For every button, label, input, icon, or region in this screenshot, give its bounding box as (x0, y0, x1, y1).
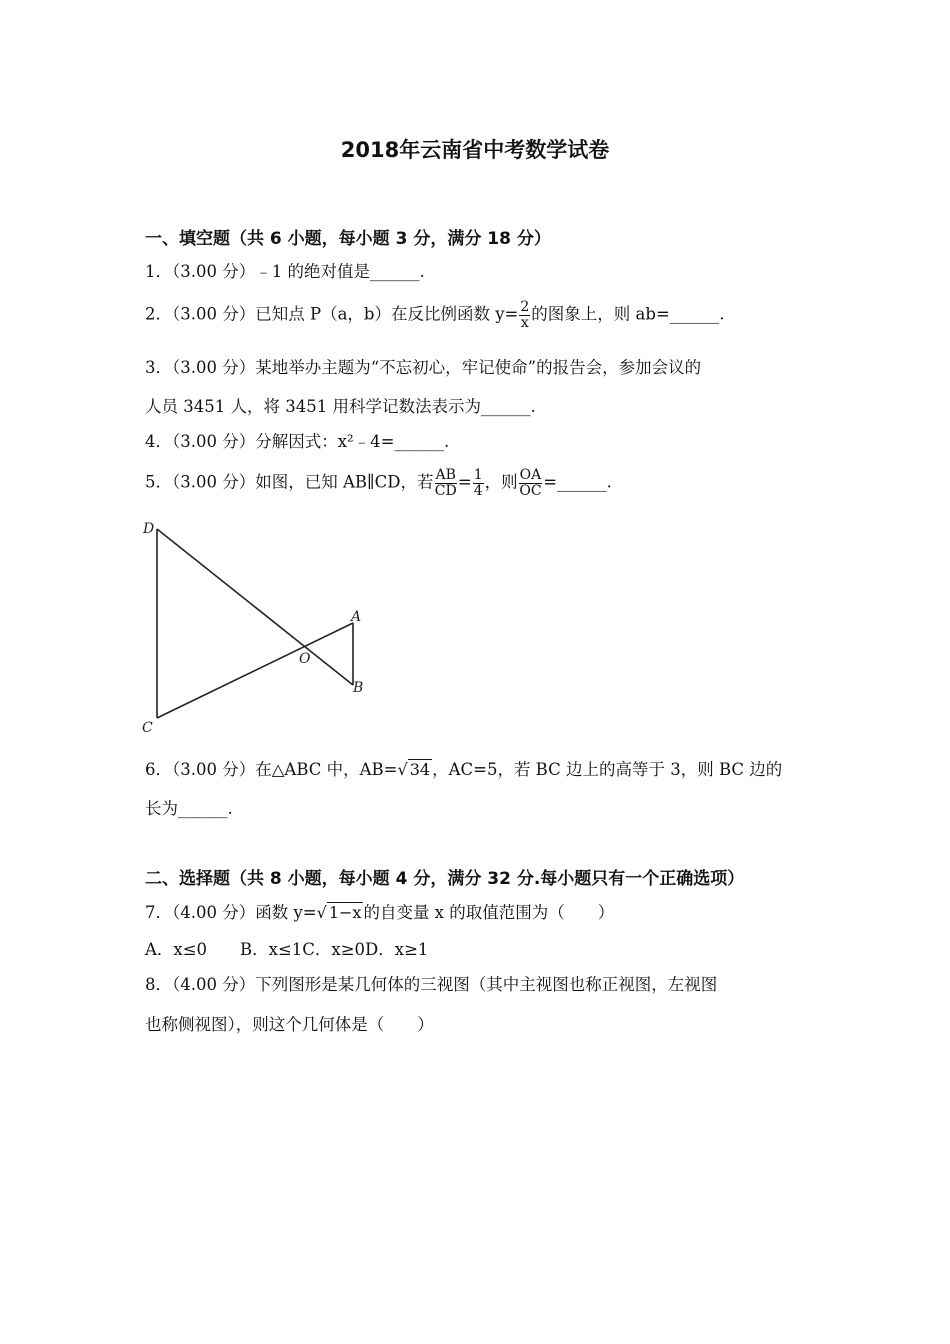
question-7-prefix: 7．（4.00 分）函数 y= (145, 903, 317, 922)
section-1-heading: 一、填空题（共 6 小题，每小题 3 分，满分 18 分） (145, 229, 551, 249)
fraction-1-4 (473, 468, 484, 498)
question-2 (145, 300, 725, 330)
question-3-line-2: 人员 3451 人，将 3451 用科学记数法表示为______. (145, 397, 536, 416)
geometry-figure (138, 515, 378, 740)
question-8-line-2: 也称侧视图），则这个几何体是（ ） (145, 1015, 434, 1034)
fraction-denominator: x (520, 314, 529, 331)
question-2-prefix: 2．（3.00 分）已知点 P（a，b）在反比例函数 y= (145, 304, 519, 324)
question-8-line-1: 8．（4.00 分）下列图形是某几何体的三视图（其中主视图也称正视图，左视图 (145, 975, 718, 994)
question-5-middle: ，则 (484, 472, 518, 492)
fraction-numerator: 1 (473, 467, 483, 483)
segment-ca (157, 623, 353, 718)
question-2-suffix: 的图象上，则 ab=______. (531, 304, 725, 324)
question-7-suffix: 的自变量 x 的取值范围为（ ） (363, 903, 615, 922)
fraction-denominator: OC (519, 482, 542, 499)
question-5 (145, 468, 612, 498)
fraction-numerator: OA (519, 467, 542, 483)
radicand: 1−x (328, 903, 362, 922)
fraction-ab-cd (435, 468, 457, 498)
label-o: O (299, 651, 311, 667)
question-4: 4．（3.00 分）分解因式：x²﹣4=______. (145, 432, 450, 451)
sqrt-1-minus-x: √ 1−x (316, 903, 362, 922)
label-a: A (351, 609, 362, 625)
fraction-denominator: CD (434, 482, 457, 499)
label-d: D (143, 521, 155, 537)
question-1: 1．（3.00 分）﹣1 的绝对值是______. (145, 262, 425, 281)
question-7-options: A．x≤0 B．x≤1C．x≥0D．x≥1 (145, 940, 429, 959)
question-5-prefix: 5．（3.00 分）如图，已知 AB∥CD，若 (145, 472, 434, 492)
page-title: 2018年云南省中考数学试卷 (340, 138, 610, 162)
segment-db (157, 529, 353, 685)
label-c: C (142, 720, 153, 736)
question-6 (145, 756, 782, 780)
question-6-line-2: 长为______. (145, 799, 233, 818)
fraction-denominator: 4 (473, 482, 483, 499)
fraction-numerator: 2 (520, 299, 530, 315)
sqrt-34: √ 34 (397, 760, 431, 779)
equals-sign: = (457, 472, 472, 492)
question-7 (145, 899, 614, 923)
fraction-oa-oc (519, 468, 543, 498)
question-5-suffix: =______. (543, 472, 612, 492)
question-3-line-1: 3．（3.00 分）某地举办主题为“不忘初心，牢记使命”的报告会，参加会议的 (145, 358, 702, 377)
question-6-prefix: 6．（3.00 分）在△ABC 中，AB= (145, 760, 398, 779)
question-6-suffix: ，AC=5，若 BC 边上的高等于 3，则 BC 边的 (432, 760, 783, 779)
label-b: B (353, 680, 364, 696)
fraction-2-over-x (519, 300, 530, 330)
section-2-heading: 二、选择题（共 8 小题，每小题 4 分，满分 32 分.每小题只有一个正确选项） (145, 869, 745, 889)
radicand: 34 (409, 760, 431, 779)
fraction-numerator: AB (435, 467, 456, 483)
